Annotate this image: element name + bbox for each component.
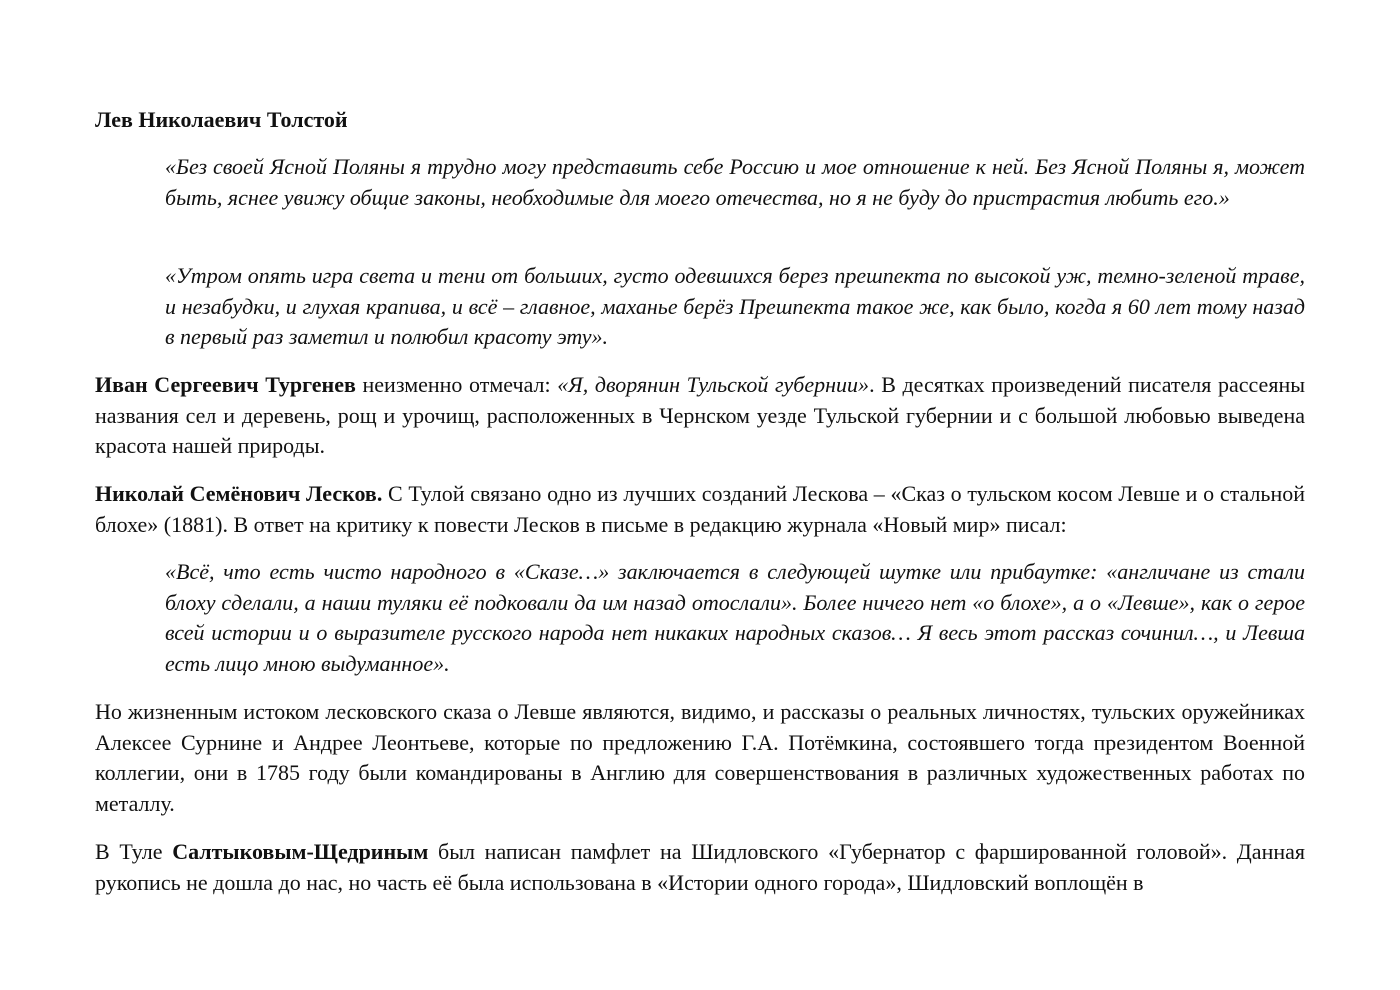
turgenev-paragraph (95, 370, 1305, 462)
turgenev-name: Иван Сергеевич Тургенев (95, 372, 356, 397)
tolstoy-quote-2: «Утром опять игра света и тени от больших, густо одевшихся берез прешпекта по высокой уж, темно-зеленой траве, и незабудки, и глухая крапива, и всё – главное, маханье берёз Прешпекта такое же, как было, когда я 60 лет тому назад в первый раз заметил и полюбил красоту эту». (165, 263, 1305, 349)
saltykov-name: Салтыковым-Щедриным (172, 839, 429, 864)
tolstoy-quote-1: «Без своей Ясной Поляны я трудно могу представить себе Россию и мое отношение к ней. Без Ясной Поляны я, может быть, яснее увижу общие законы, необходимые для моего отечества, но я не буду до пристрастия любить его.» (165, 154, 1305, 210)
leskov-paragraph (95, 479, 1305, 540)
saltykov-text: был написан памфлет на Шидловского «Губернатор с фаршированной головой». Данная рукопись не дошла до нас, но часть её была использована в «Истории одного города», Шидловский воплощён в (95, 839, 1305, 895)
leskov-name: Николай Семёнович Лесков. (95, 481, 383, 506)
saltykov-paragraph (95, 837, 1305, 898)
origins-paragraph: Но жизненным истоком лесковского сказа о Левше являются, видимо, и рассказы о реальных личностях, тульских оружейниках Алексее Сурнине и Андрее Леонтьеве, которые по предложению Г.А. Потёмкина, состоявшего тогда президентом Военной коллегии, они в 1785 году были командированы в Англию для совершенствования в различных художественных работах по металлу. (95, 699, 1305, 816)
leskov-text: С Тулой связано одно из лучших созданий Лескова – «Сказ о тульском косом Левше и о стальной блохе» (1881). В ответ на критику к повести Лесков в письме в редакцию журнала «Новый мир» писал: (95, 481, 1305, 537)
tolstoy-heading: Лев Николаевич Толстой (95, 107, 348, 132)
saltykov-lead: В Туле (95, 839, 173, 864)
turgenev-text: . В десятках произведений писателя рассеяны названия сел и деревень, рощ и урочищ, расположенных в Чернском уезде Тульской губернии и с большой любовью выведена красота нашей природы. (95, 372, 1305, 458)
leskov-quote: «Всё, что есть чисто народного в «Сказе…» заключается в следующей шутке или прибаутке: «англичане из стали блоху сделали, а наши туляки её подковали да им назад отослали». Более ничего нет «о блохе», а о «Левше», как о герое всей истории и о выразителе русского народа нет никаких народных сказов… Я весь этот рассказ сочинил…, и Левша есть лицо мною выдуманное». (165, 559, 1305, 676)
document-page (95, 0, 1305, 990)
turgenev-lead: неизменно отмечал: (355, 372, 558, 397)
turgenev-quote: «Я, дворянин Тульской губернии» (557, 372, 870, 397)
